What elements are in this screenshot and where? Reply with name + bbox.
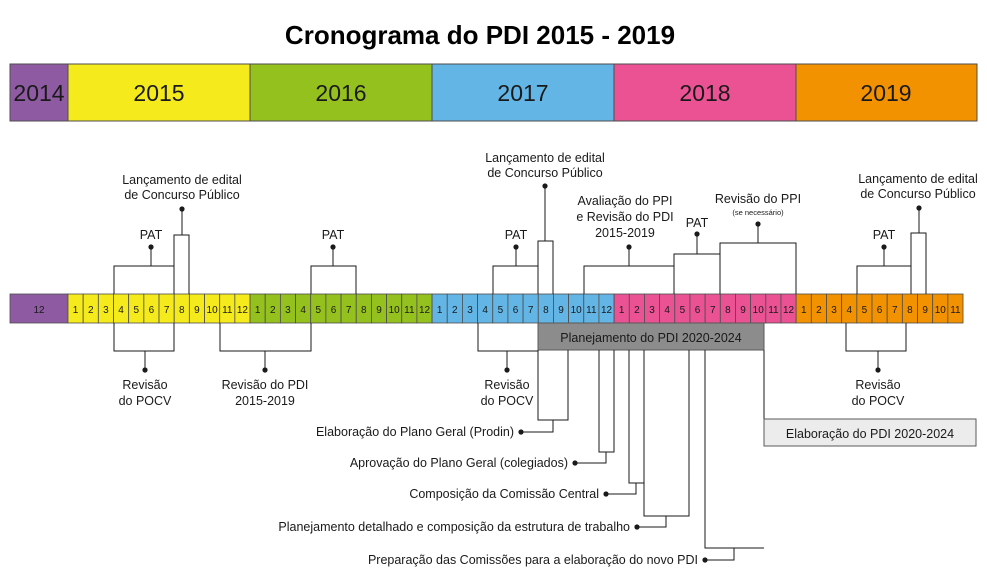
month-label: 4 <box>118 305 124 316</box>
month-label: 10 <box>934 305 946 316</box>
year-label: 2016 <box>315 80 367 106</box>
month-label: 2 <box>87 305 94 316</box>
step-label: Composição da Comissão Central <box>409 487 599 501</box>
se-necessario-label: (se necessário) <box>732 208 784 217</box>
month-label: 7 <box>163 305 170 316</box>
pat-label: PAT <box>872 228 896 242</box>
month-label: 7 <box>527 305 534 316</box>
month-label: 11 <box>586 305 597 316</box>
month-label: 1 <box>436 305 443 316</box>
pocv-label-line1: Revisão <box>122 378 168 392</box>
elaboracao-bar-label: Elaboração do PDI 2020-2024 <box>785 427 955 441</box>
year-label: 2018 <box>679 80 731 106</box>
month-label: 4 <box>664 305 670 316</box>
planejamento-bar-label: Planejamento do PDI 2020-2024 <box>560 331 742 345</box>
month-label: 3 <box>831 305 837 316</box>
month-label: 1 <box>800 305 807 316</box>
month-label: 7 <box>709 305 716 316</box>
bottom-labels <box>119 378 905 408</box>
year-label: 2017 <box>497 80 549 106</box>
revisao-pdi-label-line1: Revisão do PDI <box>221 378 309 392</box>
step-label: Elaboração do Plano Geral (Prodin) <box>315 425 514 439</box>
month-label: 7 <box>345 305 352 316</box>
month-label: 8 <box>725 305 731 316</box>
month-label: 2 <box>270 305 276 316</box>
month-label: 12 <box>236 305 249 316</box>
month-label: 9 <box>194 305 200 316</box>
month-label: 10 <box>206 305 218 316</box>
month-label: 2 <box>452 305 458 316</box>
edital-label-line2: de Concurso Público <box>487 166 603 180</box>
pat-label: PAT <box>685 216 709 230</box>
year-label: 2015 <box>133 80 185 106</box>
month-label: 8 <box>907 305 913 316</box>
planejamento-bar <box>538 323 764 350</box>
month-label: 6 <box>876 305 883 316</box>
month-label: 8 <box>543 305 549 316</box>
month-label: 3 <box>285 305 291 316</box>
month-label: 3 <box>649 305 655 316</box>
month-label: 4 <box>482 305 488 316</box>
month-label: 5 <box>315 305 322 316</box>
month-label: 5 <box>861 305 868 316</box>
edital-label-line1: Lançamento de edital <box>122 173 242 187</box>
month-label: 9 <box>558 305 564 316</box>
edital-label-line1: Lançamento de edital <box>858 172 978 186</box>
bottom-connectors <box>114 323 906 373</box>
month-label: 6 <box>330 305 337 316</box>
month-label: 6 <box>512 305 519 316</box>
month-label: 12 <box>600 305 613 316</box>
month-label: 12 <box>418 305 431 316</box>
month-label: 1 <box>618 305 625 316</box>
month-label: 9 <box>922 305 928 316</box>
month-label: 5 <box>497 305 504 316</box>
month-label: 10 <box>388 305 400 316</box>
step-label: Aprovação do Plano Geral (colegiados) <box>349 456 568 470</box>
edital-label-line1: Lançamento de edital <box>485 151 605 165</box>
ppi-label-line1: Avaliação do PPI <box>577 194 673 208</box>
revisao-ppi-label: Revisão do PPI <box>714 192 802 206</box>
month-label: 2 <box>816 305 822 316</box>
month-label: 11 <box>950 305 961 316</box>
edital-label-line2: de Concurso Público <box>124 188 240 202</box>
month-label: 8 <box>178 305 185 316</box>
step-label: Planejamento detalhado e composição da estrutura de trabalho <box>278 520 630 534</box>
pocv-label-line2: do POCV <box>118 394 172 408</box>
month-label: 12 <box>783 305 795 316</box>
step-labels <box>278 425 698 567</box>
ppi-label-line2: e Revisão do PDI <box>576 210 674 224</box>
pat-label: PAT <box>139 228 163 242</box>
month-label: 1 <box>72 305 79 316</box>
month-label: 3 <box>103 305 109 316</box>
month-label: 4 <box>300 305 306 316</box>
pocv-label-line1: Revisão <box>855 378 901 392</box>
step-label: Preparação das Comissões para a elaboração do novo PDI <box>367 553 698 567</box>
pat-label: PAT <box>504 228 528 242</box>
pocv-label-line2: do POCV <box>851 394 905 408</box>
month-label: 3 <box>467 305 473 316</box>
month-label: 11 <box>222 305 233 316</box>
top-labels <box>122 151 978 242</box>
month-label: 2 <box>634 305 640 316</box>
month-label: 9 <box>376 305 382 316</box>
month-label: 11 <box>404 305 415 316</box>
year-label: 2019 <box>860 80 912 106</box>
month-strip <box>10 294 963 323</box>
month-label: 4 <box>846 305 853 316</box>
month-label: 11 <box>768 305 779 316</box>
year-band <box>10 64 977 121</box>
page-title: Cronograma do PDI 2015 - 2019 <box>284 20 676 50</box>
month-label: 7 <box>891 305 898 316</box>
month-label: 6 <box>694 305 701 316</box>
month-label: 9 <box>740 305 746 316</box>
month-label: 8 <box>361 305 367 316</box>
pocv-label-line1: Revisão <box>484 378 530 392</box>
month-label: 5 <box>679 305 686 316</box>
month-label: 1 <box>254 305 261 316</box>
edital-label-line2: de Concurso Público <box>860 187 976 201</box>
month-label: 6 <box>148 305 155 316</box>
month-label: 10 <box>570 305 582 316</box>
year-label: 2014 <box>13 80 65 106</box>
revisao-pdi-label-line2: 2015-2019 <box>235 394 295 408</box>
month-label: 10 <box>752 305 764 316</box>
pat-label: PAT <box>321 228 345 242</box>
month-label: 5 <box>133 305 140 316</box>
pocv-label-line2: do POCV <box>480 394 534 408</box>
month-label: 12 <box>33 305 45 316</box>
ppi-label-line3: 2015-2019 <box>595 226 655 240</box>
